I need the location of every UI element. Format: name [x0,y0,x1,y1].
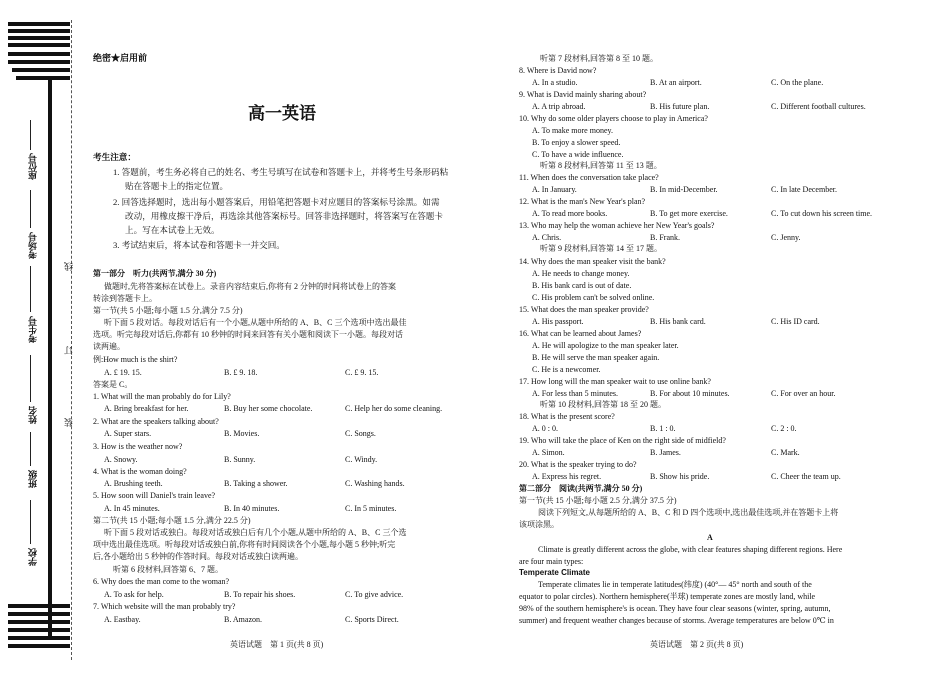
q16-option-a: A. He will apologize to the man speaker later. [532,341,679,350]
material-9: 听第 9 段材料,回答第 14 至 17 题。 [540,244,662,253]
secret-mark: 绝密★启用前 [93,53,148,63]
binding-line [71,20,72,660]
q17-option-c: C. For over an hour. [771,389,836,398]
q5-option-a: A. In 45 minutes. [104,504,160,513]
q8-option-b: B. At an airport. [650,78,702,87]
q14-option-c: C. His problem can't be solved online. [532,293,655,302]
notice-item-1b: 贴在答题卡上的指定位置。 [125,181,229,191]
q10-option-c: C. To have a wide influence. [532,150,624,159]
name-line [30,355,31,402]
question-11: 11. When does the conversation take place? [519,173,659,182]
q4-option-c: C. Washing hands. [345,479,405,488]
section2-title: 第二节(共 15 小题;每小题 1.5 分,满分 22.5 分) [93,516,251,525]
part1-intro-1: 做题时,先将答案标在试卷上。录音内容结束后,你将有 2 分钟的时间将试卷上的答案 [104,282,396,291]
question-6: 6. Why does the man come to the woman? [93,577,230,586]
section2-desc-2: 项中选出最佳选项。听每段对话或独白前,你将有时间阅读各个小题,每小题 5 秒钟;听完 [93,540,396,549]
notice-title: 考生注意： [93,152,136,162]
q13-option-b: B. Frank. [650,233,680,242]
q19-option-c: C. Mark. [771,448,800,457]
question-2: 2. What are the speakers talking about? [93,417,219,426]
binding-stripe-8 [8,628,70,632]
question-19: 19. Who will take the place of Ken on the right side of midfield? [519,436,726,445]
example-option-b: B. £ 9. 18. [224,368,258,377]
q6-option-a: A. To ask for help. [104,590,164,599]
section1-desc-1: 听下面 5 段对话。每段对话后有一个小题,从题中所给的 A、B、C 三个选项中选出最佳 [104,318,407,327]
q6-option-c: C. To give advice. [345,590,404,599]
q3-option-a: A. Snowy. [104,455,138,464]
class-label: 班级 [28,470,38,488]
section1-desc-3: 读两遍。 [93,342,125,351]
q16-option-b: B. He will serve the man speaker again. [532,353,660,362]
q3-option-c: C. Windy. [345,455,378,464]
binding-word-install: 装 [64,418,74,427]
q14-option-a: A. He needs to change money. [532,269,630,278]
seat-number-line [30,120,31,150]
material-10: 听第 10 段材料,回答第 18 至 20 题。 [540,400,666,409]
binding-stripe-7 [8,620,70,624]
section1-title: 第一节(共 5 小题;每小题 1.5 分,满分 7.5 分) [93,306,243,315]
binding-stripe-6 [8,612,70,616]
notice-item-3: 3. 考试结束后，将本试卷和答题卡一并交回。 [113,240,285,250]
section1-desc-2: 选项。听完每段对话后,你都有 10 秒钟的时间来回答有关小题和阅读下一小题。每段对话 [93,330,403,339]
passage-a-line-3: Temperate climates lie in temperate latitudes(纬度) (40°— 45° north and south of the [538,580,812,589]
passage-a-line-1: Climate is greatly different across the globe, with clear features shaping different regions. Here [538,545,843,554]
q7-option-c: C. Sports Direct. [345,615,399,624]
example-option-a: A. £ 19. 15. [104,368,142,377]
part1-intro-2: 转涂到答题卡上。 [93,294,157,303]
q11-option-c: C. In late December. [771,185,837,194]
school-line [30,500,31,544]
question-17: 17. How long will the man speaker wait to use online bank? [519,377,711,386]
binding-stripe-4 [16,76,70,80]
q14-option-b: B. His bank card is out of date. [532,281,632,290]
notice-item-2b: 改动，用橡皮擦干净后，再选涂其他答案标号。回答非选择题时，将答案写在答题卡 [125,211,443,221]
binding-word-line: 线 [64,262,74,271]
part2-desc-2: 该项涂黑。 [519,520,559,529]
name-label: 姓名 [28,406,38,424]
q20-option-b: B. Show his pride. [650,472,710,481]
binding-bar-left [48,80,52,640]
q18-option-c: C. 2 : 0. [771,424,797,433]
q7-option-a: A. Eastbay. [104,615,141,624]
q6-option-b: B. To repair his shoes. [224,590,296,599]
question-1: 1. What will the man probably do for Lily? [93,392,231,401]
question-5: 5. How soon will Daniel's train leave? [93,491,216,500]
q8-option-a: A. In a studio. [532,78,578,87]
question-7: 7. Which website will the man probably try? [93,602,236,611]
material-8: 听第 8 段材料,回答第 11 至 13 题。 [540,161,662,170]
q20-option-c: C. Cheer the team up. [771,472,841,481]
question-14: 14. Why does the man speaker visit the bank? [519,257,666,266]
exam-room-label: 考场号 [28,232,38,259]
passage-a-label: A [707,533,713,542]
question-15: 15. What does the man speaker provide? [519,305,649,314]
question-8: 8. Where is David now? [519,66,597,75]
q11-option-a: A. In January. [532,185,577,194]
question-4: 4. What is the woman doing? [93,467,187,476]
q1-option-c: C. Help her do some cleaning. [345,404,443,413]
q5-option-b: B. In 40 minutes. [224,504,280,513]
q13-option-c: C. Jenny. [771,233,801,242]
question-16: 16. What can be learned about James? [519,329,642,338]
binding-stripe-1 [8,52,70,56]
example-question: 例:How much is the shirt? [93,355,178,364]
part1-title: 第一部分 听力(共两节,满分 30 分) [93,269,217,278]
q7-option-b: B. Amazon. [224,615,262,624]
part2-desc-1: 阅读下列短文,从每题所给的 A、B、C 和 D 四个选项中,选出最佳选项,并在答题卡上将 [538,508,839,517]
q18-option-a: A. 0 : 0. [532,424,558,433]
q8-option-c: C. On the plane. [771,78,824,87]
footer-right: 英语试题 第 2 页(共 8 页) [650,640,744,649]
binding-stripe-3 [12,68,70,72]
notice-item-2c: 上。写在本试卷上无效。 [125,225,220,235]
page-title: 高一英语 [248,104,316,124]
q19-option-a: A. Simon. [532,448,565,457]
question-13: 13. Who may help the woman achieve her New Year's goals? [519,221,715,230]
q15-option-b: B. His bank card. [650,317,706,326]
q3-option-b: B. Sunny. [224,455,256,464]
binding-stripe-2 [8,60,70,64]
notice-item-1: 1. 答题前，考生务必将自己的姓名、考生号填写在试卷和答题卡上，并将考生号条形码粘 [113,167,449,177]
q5-option-c: C. In 5 minutes. [345,504,397,513]
binding-stripe-10 [8,644,70,648]
question-12: 12. What is the man's New Year's plan? [519,197,646,206]
q18-option-b: B. 1 : 0. [650,424,676,433]
question-20: 20. What is the speaker trying to do? [519,460,637,469]
q2-option-a: A. Super stars. [104,429,152,438]
q12-option-c: C. To cut down his screen time. [771,209,873,218]
seat-number-label: 座位号 [28,153,38,180]
binding-word-order: 订 [64,346,74,355]
q13-option-a: A. Chris. [532,233,562,242]
q17-option-b: B. For about 10 minutes. [650,389,730,398]
q19-option-b: B. James. [650,448,681,457]
question-9: 9. What is David mainly sharing about? [519,90,647,99]
question-18: 18. What is the present score? [519,412,615,421]
q11-option-b: B. In mid-December. [650,185,718,194]
exam-room-line [30,190,31,228]
q10-option-a: A. To make more money. [532,126,613,135]
candidate-number-label: 考生号 [28,316,38,343]
q9-option-b: B. His future plan. [650,102,710,111]
section2-desc-3: 后,各小题给出 5 秒钟的作答时间。每段对话或独白读两遍。 [93,552,303,561]
q12-option-a: A. To read more books. [532,209,608,218]
notice-item-2: 2. 回答选择题时，选出每小题答案后，用铅笔把答题卡对应题目的答案标号涂黑。如需 [113,197,440,207]
part2-section1-title: 第一节(共 15 小题;每小题 2.5 分,满分 37.5 分) [519,496,677,505]
binding-stripe-5 [8,604,70,608]
example-answer: 答案是 C。 [93,380,133,389]
candidate-number-line [30,266,31,312]
example-option-c: C. £ 9. 15. [345,368,379,377]
q1-option-b: B. Buy her some chocolate. [224,404,313,413]
section2-desc-1: 听下面 5 段对话或独白。每段对话或独白后有几个小题,从题中所给的 A、B、C 三个选 [104,528,407,537]
material-7: 听第 7 段材料,回答第 8 至 10 题。 [540,54,658,63]
q16-option-c: C. He is a newcomer. [532,365,601,374]
part2-title: 第二部分 阅读(共两节,满分 50 分) [519,484,643,493]
q9-option-a: A. A trip abroad. [532,102,586,111]
q1-option-a: A. Bring breakfast for her. [104,404,189,413]
barcode-stripes [8,22,70,48]
school-label: 学校 [28,548,38,566]
material-6: 听第 6 段材料,回答第 6、7 题。 [113,565,223,574]
binding-stripe-9 [8,636,70,640]
footer-left: 英语试题 第 1 页(共 8 页) [230,640,324,649]
temperate-climate-heading: Temperate Climate [519,568,590,577]
q2-option-b: B. Movies. [224,429,260,438]
q10-option-b: B. To enjoy a slower speed. [532,138,621,147]
question-10: 10. Why do some older players choose to play in America? [519,114,708,123]
q12-option-b: B. To get more exercise. [650,209,728,218]
passage-a-line-5: 98% of the southern hemisphere's is ocean. They have four clear seasons (winter, spring, autumn, [519,604,831,613]
q15-option-c: C. His ID card. [771,317,820,326]
question-3: 3. How is the weather now? [93,442,183,451]
q4-option-b: B. Taking a shower. [224,479,288,488]
passage-a-line-2: are four main types: [519,557,584,566]
passage-a-line-6: summer) and frequent weather changes because of storms. Average temperatures are below 0℃ in [519,616,834,625]
passage-a-line-4: equator to polar circles). Northern hemisphere(半球) temperate zones are mostly land, while [519,592,816,601]
q2-option-c: C. Songs. [345,429,376,438]
q4-option-a: A. Brushing teeth. [104,479,163,488]
class-line [30,432,31,466]
q17-option-a: A. For less than 5 minutes. [532,389,618,398]
q15-option-a: A. His passport. [532,317,584,326]
q9-option-c: C. Different football cultures. [771,102,866,111]
q20-option-a: A. Express his regret. [532,472,602,481]
